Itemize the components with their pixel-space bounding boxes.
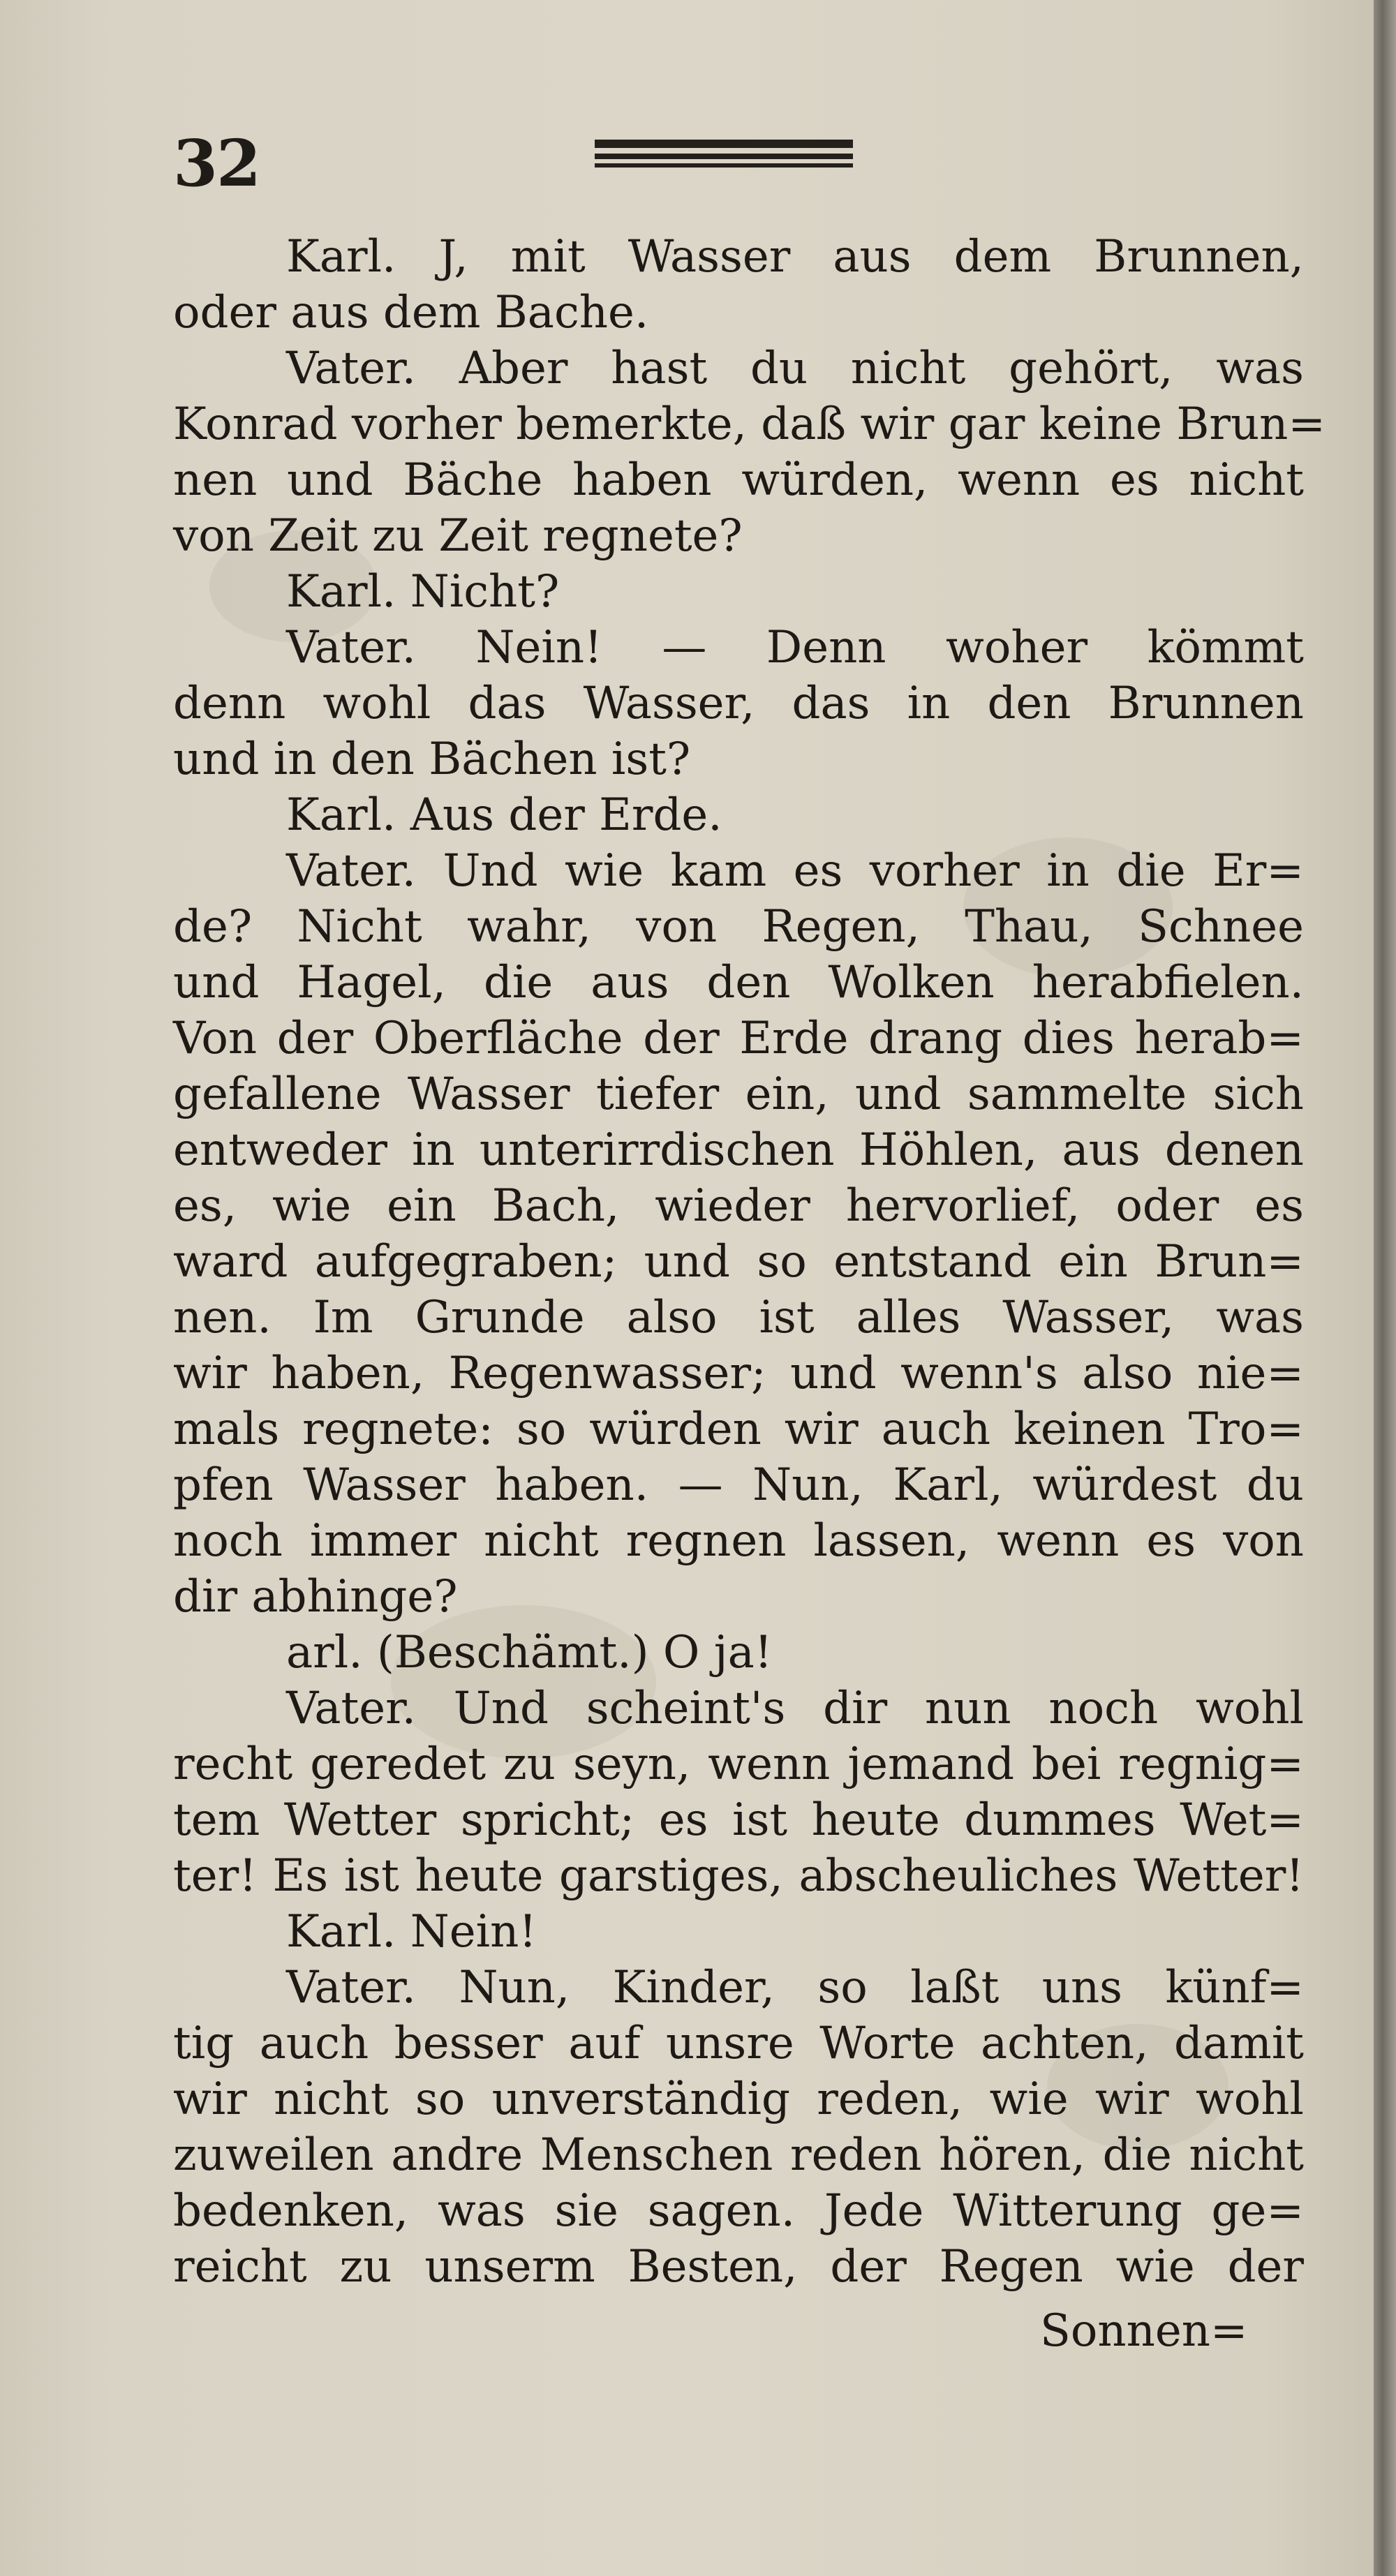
- text-line: noch immer nicht regnen lassen, wenn es von: [173, 1515, 1304, 1567]
- text-line: entweder in unterirrdischen Höhlen, aus denen: [173, 1124, 1304, 1176]
- body-text: [173, 229, 1326, 2295]
- catchword: Sonnen=: [1040, 2305, 1248, 2357]
- text-line: Vater. Aber hast du nicht gehört, was: [286, 343, 1304, 394]
- text-line: gefallene Wasser tiefer ein, und sammelte sich: [173, 1069, 1304, 1120]
- text-line: Karl. Nicht?: [286, 566, 560, 618]
- text-line: Vater. Nun, Kinder, so laßt uns künf=: [286, 1962, 1304, 2013]
- text-line: denn wohl das Wasser, das in den Brunnen: [173, 678, 1304, 729]
- text-line: reicht zu unserm Besten, der Regen wie der: [173, 2241, 1304, 2293]
- text-line: Karl. Aus der Erde.: [286, 789, 722, 841]
- text-line: mals regnete: so würden wir auch keinen Tro=: [173, 1404, 1304, 1455]
- text-line: zuweilen andre Menschen reden hören, die nicht: [173, 2129, 1304, 2181]
- text-line: Karl. J, mit Wasser aus dem Brunnen,: [286, 231, 1304, 283]
- text-line: bedenken, was sie sagen. Jede Witterung ge=: [173, 2185, 1304, 2237]
- text-line: nen. Im Grunde also ist alles Wasser, was: [173, 1292, 1304, 1343]
- text-line: dir abhinge?: [173, 1571, 458, 1623]
- text-line: Vater. Nein! — Denn woher kömmt: [286, 622, 1304, 673]
- text-line: tig auch besser auf unsre Worte achten, damit: [173, 2018, 1304, 2069]
- text-line: Karl. Nein!: [286, 1906, 537, 1958]
- text-line: Vater. Und wie kam es vorher in die Er=: [286, 845, 1304, 897]
- text-line: Von der Oberfläche der Erde drang dies herab=: [173, 1013, 1304, 1064]
- text-line: es, wie ein Bach, wieder hervorlief, oder es: [173, 1180, 1304, 1232]
- text-line: wir haben, Regenwasser; und wenn's also nie=: [173, 1348, 1304, 1399]
- header-rule: [595, 140, 853, 172]
- text-line: wir nicht so unverständig reden, wie wir wohl: [173, 2074, 1304, 2125]
- text-line: tem Wetter spricht; es ist heute dummes Wet=: [173, 1794, 1304, 1846]
- text-line: pfen Wasser haben. — Nun, Karl, würdest du: [173, 1459, 1304, 1511]
- page-number: 32: [173, 126, 260, 201]
- text-line: oder aus dem Bache.: [173, 287, 649, 338]
- text-line: recht geredet zu seyn, wenn jemand bei regnig=: [173, 1739, 1304, 1790]
- text-line: ter! Es ist heute garstiges, abscheuliches Wetter!: [173, 1850, 1304, 1902]
- text-line: nen und Bäche haben würden, wenn es nicht: [173, 454, 1304, 506]
- text-line: Konrad vorher bemerkte, daß wir gar keine Brun=: [173, 399, 1326, 450]
- text-line: und Hagel, die aus den Wolken herabfielen.: [173, 957, 1304, 1008]
- text-line: de? Nicht wahr, von Regen, Thau, Schnee: [173, 901, 1304, 953]
- text-line: und in den Bächen ist?: [173, 734, 691, 785]
- text-line: Vater. Und scheint's dir nun noch wohl: [286, 1683, 1304, 1734]
- text-line: arl. (Beschämt.) O ja!: [286, 1627, 773, 1678]
- text-line: von Zeit zu Zeit regnete?: [173, 510, 743, 562]
- text-line: ward aufgegraben; und so entstand ein Brun=: [173, 1236, 1304, 1288]
- page-edge: [1374, 0, 1396, 2576]
